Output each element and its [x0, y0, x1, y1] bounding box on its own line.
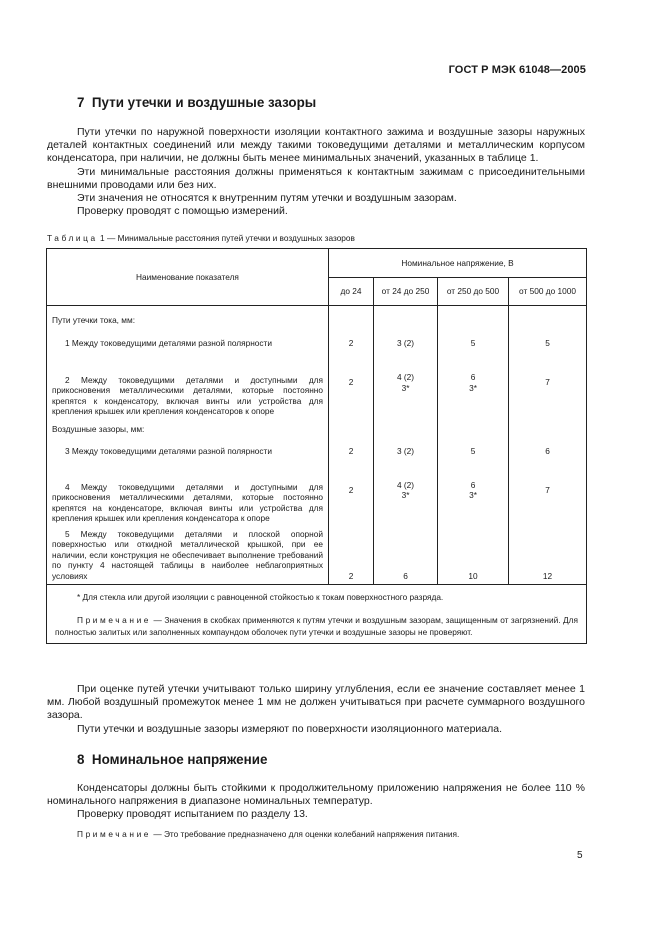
cell: 7 [509, 349, 587, 417]
header-voltage-col: от 500 до 1000 [509, 278, 587, 306]
cell: 5 [438, 326, 509, 349]
table-row [47, 349, 587, 417]
paragraph: Проверку проводят с помощью измерений. [77, 205, 288, 218]
cell-value-glass: 3* [469, 382, 477, 393]
standard-designation: ГОСТ Р МЭК 61048—2005 [448, 64, 586, 76]
paragraph: Проверку проводят испытанием по разделу 13. [77, 808, 308, 821]
row-name: 1 Между токоведущими деталями разной полярности [47, 326, 329, 349]
paragraph: Пути утечки по наружной поверхности изоляции контактного зажима и воздушные зазоры наружных деталей контактных соединений или между такими токоведущими деталями и металлическим корпусом конденсатора, при наличии, не должны быть менее минимальных значений, указанных в таблице 1. [47, 126, 585, 165]
cell: 2 [329, 457, 374, 524]
paragraph: Эти значения не относятся к внутренним путям утечки и воздушным зазорам. [77, 192, 457, 205]
cell [438, 349, 509, 417]
group-label-creepage: Пути утечки тока, мм: [47, 306, 329, 326]
section-8-title: Номинальное напряжение [91, 752, 268, 767]
cell: 12 [509, 524, 587, 585]
cell [374, 349, 438, 417]
cell-value: 4 (2) [396, 372, 415, 382]
table-note [55, 614, 578, 638]
cell: 5 [509, 326, 587, 349]
cell: 3 (2) [374, 435, 438, 457]
header-voltage-col: от 24 до 250 [374, 278, 438, 306]
section-7-number: 7 [77, 95, 85, 110]
row-name: 5 Между токоведущими деталями и плоской опорной поверхностью или откидной металлической крышкой, при ее наличии, если конструкция не обеспечивает выполнение требований по пункту 4 настоящей таблицы в наиболее неблагоприятных условиях [47, 524, 329, 585]
cell [374, 457, 438, 524]
cell: 10 [438, 524, 509, 585]
row-name: 4 Между токоведущими деталями и доступными для прикосновения металлическими деталями, которые постоянно крепятся на конденсаторе, включая винты или устройства для крепления крышек или крепления конденсатора к опоре [47, 457, 329, 524]
cell: 5 [438, 435, 509, 457]
paragraph: Конденсаторы должны быть стойкими к продолжительному приложению напряжения не более 110 % номинального напряжения в диапазоне номинальных температур. [47, 782, 585, 808]
cell: 3 (2) [374, 326, 438, 349]
cell-value-glass: 3* [401, 382, 410, 393]
table-notes [47, 585, 587, 644]
cell: 7 [509, 457, 587, 524]
header-voltage: Номинальное напряжение, В [329, 249, 587, 278]
cell: 6 [374, 524, 438, 585]
group-label-clearance: Воздушные зазоры, мм: [47, 417, 329, 435]
cell: 2 [329, 435, 374, 457]
cell: 2 [329, 326, 374, 349]
table-caption-label: Таблица [47, 233, 98, 243]
cell-value: 4 (2) [396, 479, 415, 490]
page-number: 5 [577, 850, 583, 861]
header-voltage-col: до 24 [329, 278, 374, 306]
paragraph: Пути утечки и воздушные зазоры измеряют по поверхности изоляционного материала. [77, 722, 503, 735]
cell: 2 [329, 349, 374, 417]
table-footnote: * Для стекла или другой изоляции с равноценной стойкостью к токам поверхностного разряда. [77, 592, 444, 602]
table-group-row [47, 417, 587, 435]
cell-value: 6 [470, 372, 476, 382]
distances-table [46, 248, 587, 644]
section-8-heading [77, 752, 267, 767]
section-7-heading [77, 95, 316, 110]
table-row [47, 435, 587, 457]
after-table-body [47, 683, 585, 736]
row-name: 3 Между токоведущими деталями разной полярности [47, 435, 329, 457]
paragraph: Эти минимальные расстояния должны применяться к контактным зажимам с присоединительными внешними проводами или без них. [47, 165, 585, 191]
table-caption [47, 233, 355, 243]
note-label: Примечание [77, 615, 152, 625]
row-name: 2 Между токоведущими деталями и доступными для прикосновения металлическими деталями, которые постоянно крепятся к конденсатору, включая винты или устройства для крепления крышек или крепления конденсаторов к опоре [47, 349, 329, 417]
cell: 2 [329, 524, 374, 585]
paragraph: При оценке путей утечки учитывают только ширину углубления, если ее значение составляет менее 1 мм. Любой воздушный промежуток менее 1 мм не должен учитываться при расчете суммарного воздушного зазора. [47, 683, 585, 722]
section-8-body [47, 782, 585, 822]
table-row [47, 524, 587, 585]
note-text: — Значения в скобках применяются к путям утечки и воздушным зазорам, защищенным от загрязнений. Для полностью залитых или заполненных компаундом оболочек пути утечки и воздушные зазоры не проверяют. [55, 615, 578, 637]
section-8-note [77, 829, 459, 839]
note-label: Примечание [77, 829, 152, 839]
note-text: — Это требование предназначено для оценки колебаний напряжения питания. [153, 829, 460, 839]
cell-value: 6 [470, 479, 476, 490]
table-notes-row [47, 585, 587, 644]
section-7-body [47, 126, 585, 218]
cell [438, 457, 509, 524]
header-parameter: Наименование показателя [47, 249, 329, 306]
table-caption-text: 1 — Минимальные расстояния путей утечки и воздушных зазоров [100, 233, 355, 243]
table-group-row [47, 306, 587, 326]
cell: 6 [509, 435, 587, 457]
table-row [47, 457, 587, 524]
cell-value-glass: 3* [469, 490, 477, 500]
cell-value-glass: 3* [401, 490, 410, 500]
section-7-title: Пути утечки и воздушные зазоры [91, 95, 317, 110]
table-row [47, 326, 587, 349]
section-8-number: 8 [77, 752, 85, 767]
header-voltage-col: от 250 до 500 [438, 278, 509, 306]
